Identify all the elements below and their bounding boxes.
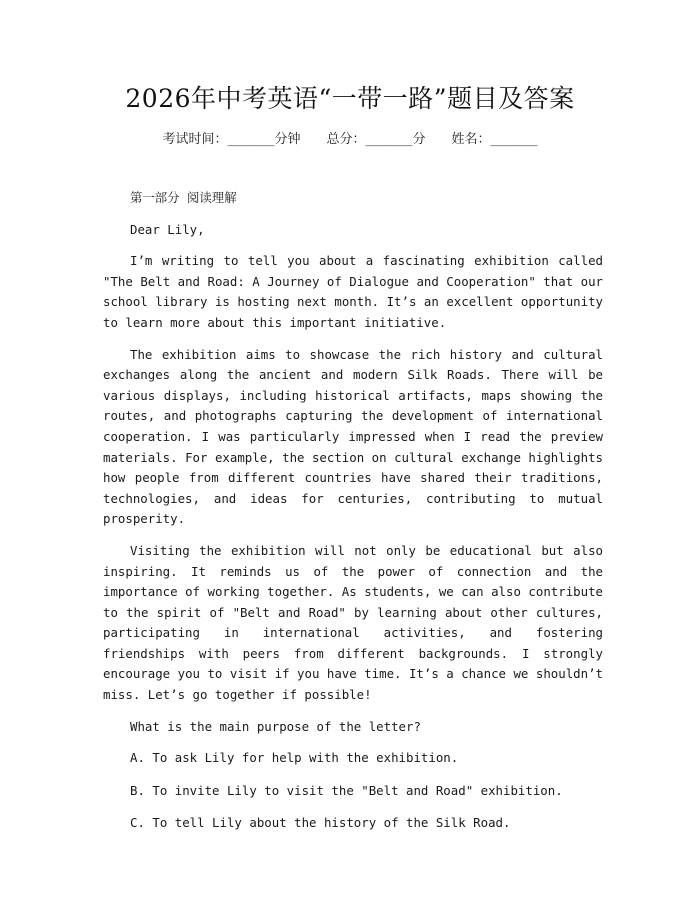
document-title: 2026年中考英语“一带一路”题目及答案 (125, 84, 575, 113)
exam-info-line (0, 131, 700, 149)
letter-paragraph-3: Visiting the exhibition will not only be educational but also inspiring. It reminds us of the power of connection and the importance of working together. As students, we can also contribute to the spirit of "Belt and Road" by learning about other cultures, participating in international activities, and fostering friendships with peers from different backgrounds. I strongly encourage you to visit if you have time. It’s a chance we shouldn’t miss. Let’s go together if possible! (103, 542, 603, 703)
reading-section (103, 188, 603, 846)
answer-option-c: C. To tell Lily about the history of the Silk Road. (130, 815, 511, 831)
answer-option-a: A. To ask Lily for help with the exhibition. (130, 750, 459, 766)
answer-option-b: B. To invite Lily to visit the "Belt and Road" exhibition. (130, 782, 563, 798)
letter-salutation: Dear Lily, (130, 221, 205, 237)
student-name-field: 姓名：______ (451, 132, 538, 147)
letter-paragraph-2: The exhibition aims to showcase the rich history and cultural exchanges along the ancient and modern Silk Roads. There will be various displays, including historical artifacts, maps showing the routes, and photographs capturing the development of international cooperation. I was particularly impressed when I read the preview materials. For example, the section on cultural exchange highlights how people from different countries have shared their traditions, technologies, and ideas for centuries, contributing to mutual prosperity. (103, 346, 603, 527)
section-heading: 第一部分 阅读理解 (130, 190, 237, 205)
letter-paragraph-1: I’m writing to tell you about a fascinating exhibition called "The Belt and Road: A Journey of Dialogue and Cooperation" that our school library is hosting next month. It’s an excellent opportunity to learn more about this important initiative. (103, 253, 603, 330)
total-score-field: 总分：______分 (326, 132, 426, 147)
exam-time-field: 考试时间：______分钟 (162, 132, 301, 147)
question-text: What is the main purpose of the letter? (130, 718, 421, 734)
